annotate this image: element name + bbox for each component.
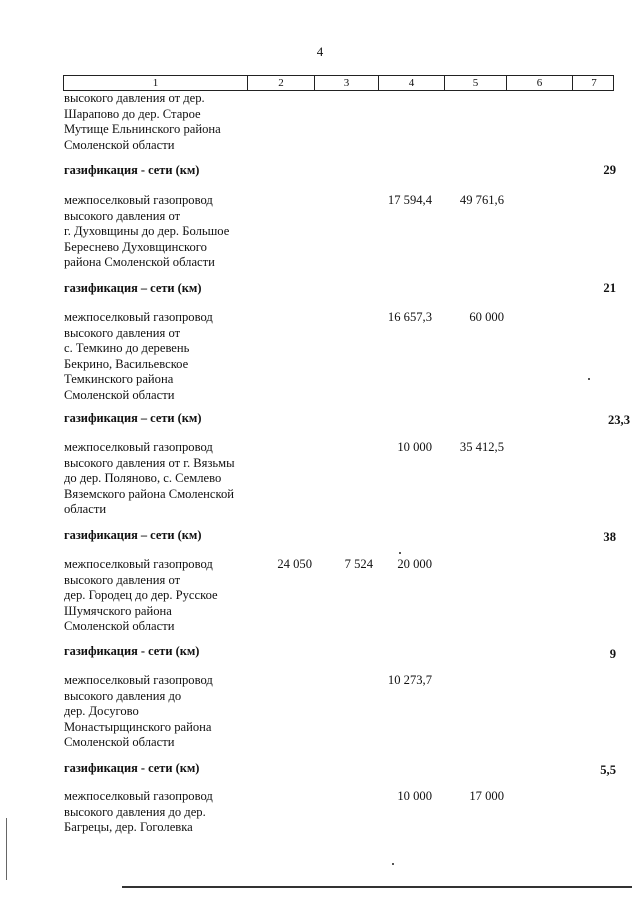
header-col-1: 1	[152, 77, 159, 89]
col4-value: 16 657,3	[387, 310, 432, 324]
desc-line: высокого давления от г. Вязьмы	[64, 455, 235, 470]
section-heading: газификация – сети (км)	[64, 281, 202, 295]
row-description	[64, 91, 221, 153]
row-description	[64, 440, 235, 518]
desc-line: Береснево Духовщинского	[64, 239, 207, 254]
desc-line: Багрецы, дер. Гоголевка	[64, 820, 193, 834]
desc-line: межпоселковый газопровод	[64, 789, 213, 803]
col7-value: 29	[603, 163, 616, 177]
desc-line: Монастырщинского района	[64, 719, 212, 734]
col4-value: 10 273,7	[387, 673, 432, 687]
col5-value: 60 000	[469, 310, 504, 324]
desc-line: межпоселковый газопровод	[64, 673, 213, 687]
header-col-2: 2	[247, 76, 314, 90]
desc-line: Мутище Ельнинского района	[64, 122, 221, 136]
scan-margin-line	[6, 818, 7, 880]
col4-value: 10 000	[397, 789, 432, 803]
section-heading: газификация – сети (км)	[64, 528, 202, 542]
desc-line: района Смоленской области	[64, 255, 215, 269]
col7-value: 5,5	[600, 763, 616, 777]
desc-line: Смоленской области	[64, 619, 175, 633]
desc-line: дер. Досугово	[64, 704, 139, 718]
header-col-7: 7	[572, 76, 615, 90]
desc-line: высокого давления от дер.	[64, 91, 205, 105]
row-description	[64, 673, 213, 751]
desc-line: Смоленской области	[64, 735, 175, 749]
table-header	[63, 75, 614, 91]
section-heading: газификация - сети (км)	[64, 644, 200, 658]
scan-speck	[399, 552, 401, 554]
scan-speck	[392, 863, 394, 865]
col4-value: 17 594,4	[387, 193, 432, 207]
desc-line: межпоселковый газопровод	[64, 440, 213, 454]
row-description	[64, 310, 213, 403]
header-col-5: 5	[444, 76, 506, 90]
row-description	[64, 193, 229, 271]
col7-value: 9	[609, 647, 616, 661]
desc-line: Смоленской области	[64, 387, 175, 402]
section-heading: газификация – сети (км)	[64, 411, 202, 425]
desc-line: г. Духовщины до дер. Большое	[64, 224, 230, 238]
desc-line: дер. Городец до дер. Русское	[64, 588, 218, 602]
desc-line: межпоселковый газопровод	[64, 310, 213, 324]
row-description	[64, 557, 218, 635]
desc-line: Темкинского района	[64, 372, 174, 386]
desc-line: Шарапово до дер. Старое	[64, 106, 201, 121]
col3-value: 7 524	[344, 557, 373, 571]
desc-line: Бекрино, Васильевское	[64, 356, 189, 371]
col5-value: 35 412,5	[459, 440, 504, 454]
desc-line: высокого давления от	[64, 572, 181, 587]
col5-value: 49 761,6	[459, 193, 504, 207]
desc-line: области	[64, 502, 107, 516]
desc-line: с. Темкино до деревень	[64, 341, 190, 355]
desc-line: Вяземского района Смоленской	[64, 486, 235, 501]
desc-line: межпоселковый газопровод	[64, 557, 213, 571]
row-description	[64, 789, 213, 836]
page-number: 4	[316, 44, 324, 59]
desc-line: Смоленской области	[64, 137, 175, 152]
section-heading: газификация - сети (км)	[64, 163, 200, 177]
desc-line: Шумячского района	[64, 603, 172, 618]
desc-line: высокого давления до дер.	[64, 804, 206, 819]
col7-value: 21	[603, 281, 616, 295]
col7-value: 38	[603, 530, 616, 544]
col5-value: 17 000	[469, 789, 504, 803]
desc-line: высокого давления от	[64, 208, 181, 223]
footer-rule	[122, 886, 632, 888]
desc-line: до дер. Поляново, с. Семлево	[64, 471, 222, 485]
desc-line: высокого давления от	[64, 325, 181, 340]
col4-value: 10 000	[397, 440, 432, 454]
scan-speck	[588, 378, 590, 380]
header-col-4: 4	[378, 76, 444, 90]
header-col-6: 6	[506, 76, 572, 90]
section-heading: газификация - сети (км)	[64, 761, 200, 775]
header-col-3: 3	[314, 76, 378, 90]
desc-line: межпоселковый газопровод	[64, 193, 213, 207]
col4-value: 20 000	[397, 557, 432, 571]
col7-value: 23,3	[607, 413, 630, 427]
desc-line: высокого давления до	[64, 688, 182, 703]
col2-value: 24 050	[277, 557, 312, 571]
